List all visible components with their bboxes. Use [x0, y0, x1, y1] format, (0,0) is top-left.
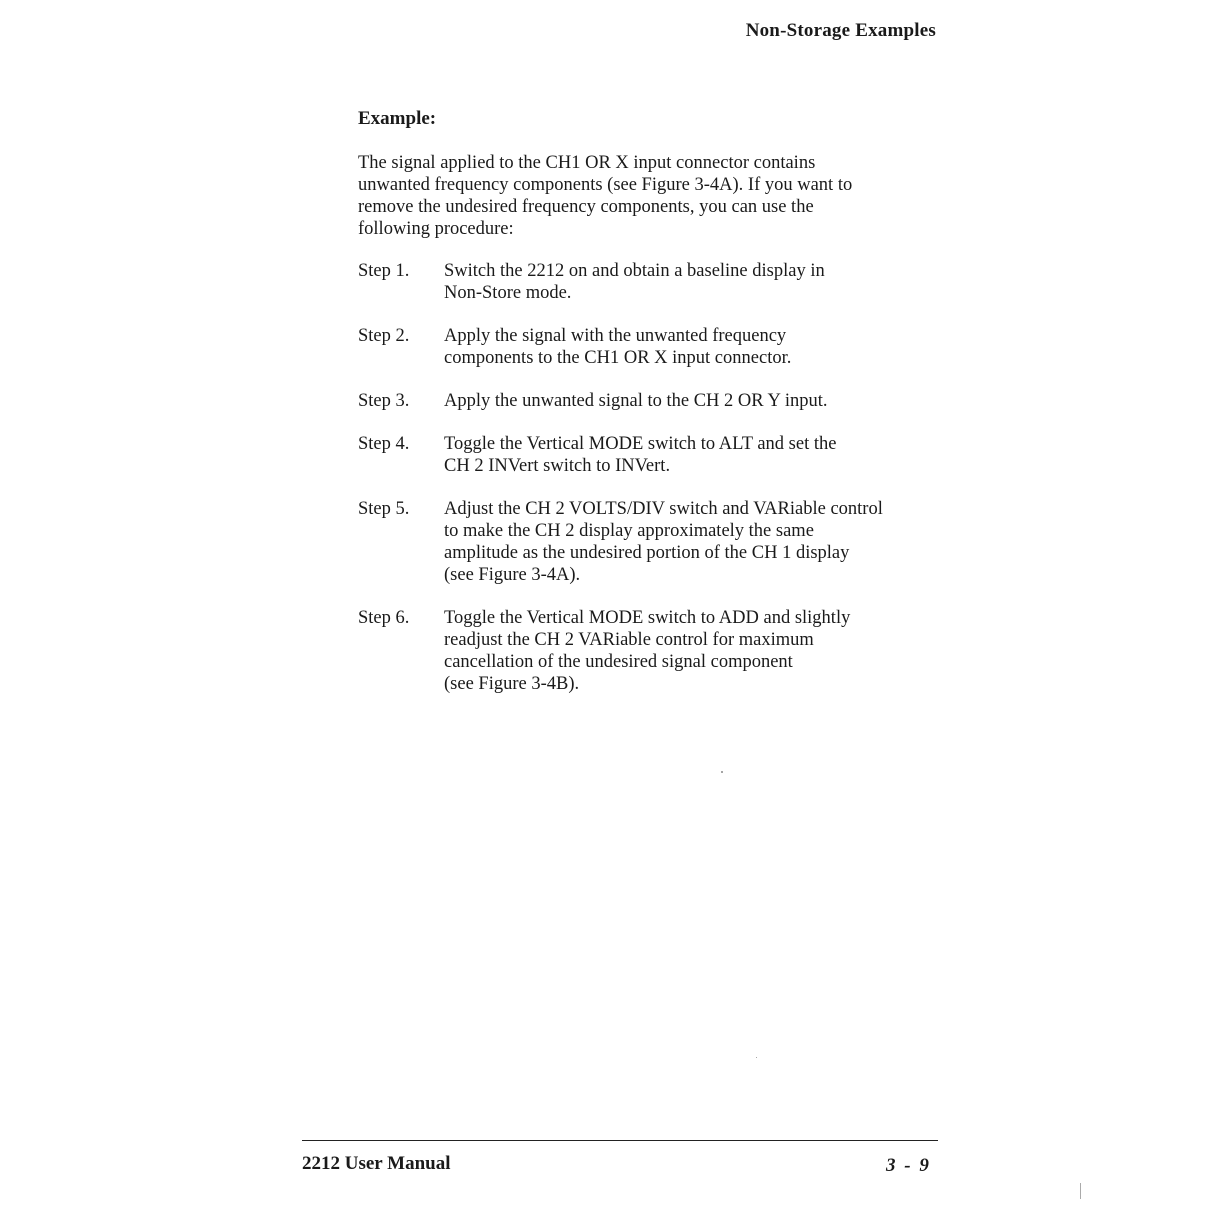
step-line: Non-Store mode.	[444, 283, 572, 303]
step-text	[444, 433, 948, 477]
step-line: to make the CH 2 display approximately the same	[444, 521, 814, 541]
step-label: Step 1.	[358, 261, 410, 281]
step-6	[358, 607, 948, 695]
step-label: Step 3.	[358, 391, 410, 411]
step-line: (see Figure 3-4A).	[444, 565, 581, 585]
step-text	[444, 260, 948, 304]
step-label: Step 6.	[358, 608, 410, 628]
footer-rule	[302, 1140, 938, 1141]
step-line: amplitude as the undesired portion of the CH 1 display	[444, 543, 850, 563]
step-line: (see Figure 3-4B).	[444, 674, 580, 694]
step-line: cancellation of the undesired signal component	[444, 652, 793, 672]
step-line: Toggle the Vertical MODE switch to ALT and set the	[444, 434, 837, 454]
intro-line: unwanted frequency components (see Figure 3-4A). If you want to	[358, 175, 853, 195]
example-heading: Example:	[358, 108, 437, 129]
intro-line: remove the undesired frequency components, you can use the	[358, 197, 814, 217]
step-text	[444, 498, 948, 586]
step-line: readjust the CH 2 VARiable control for maximum	[444, 630, 814, 650]
step-2	[358, 325, 948, 369]
step-line: CH 2 INVert switch to INVert.	[444, 456, 671, 476]
step-1	[358, 260, 948, 304]
page-content	[358, 107, 948, 716]
step-text	[444, 390, 948, 412]
footer-manual-title: 2212 User Manual	[302, 1153, 451, 1174]
step-line: components to the CH1 OR X input connector.	[444, 348, 792, 368]
step-label: Step 2.	[358, 326, 410, 346]
scan-speck	[1080, 1183, 1081, 1199]
step-line: Apply the unwanted signal to the CH 2 OR Y input.	[444, 391, 828, 411]
running-header: Non-Storage Examples	[745, 20, 936, 41]
step-text	[444, 325, 948, 369]
intro-line: following procedure:	[358, 219, 514, 239]
step-4	[358, 433, 948, 477]
step-5	[358, 498, 948, 586]
step-line: Switch the 2212 on and obtain a baseline display in	[444, 261, 825, 281]
footer-page-number: 3 - 9	[886, 1155, 931, 1176]
intro-line: The signal applied to the CH1 OR X input connector contains	[358, 153, 816, 173]
step-label: Step 5.	[358, 499, 410, 519]
step-3	[358, 390, 948, 412]
step-line: Adjust the CH 2 VOLTS/DIV switch and VARiable control	[444, 499, 883, 519]
procedure-steps	[358, 260, 948, 695]
step-line: Apply the signal with the unwanted frequency	[444, 326, 787, 346]
step-line: Toggle the Vertical MODE switch to ADD and slightly	[444, 608, 851, 628]
step-text	[444, 607, 948, 695]
scan-speck	[721, 771, 723, 773]
intro-paragraph	[358, 152, 928, 240]
step-label: Step 4.	[358, 434, 410, 454]
scan-speck	[756, 1057, 757, 1058]
